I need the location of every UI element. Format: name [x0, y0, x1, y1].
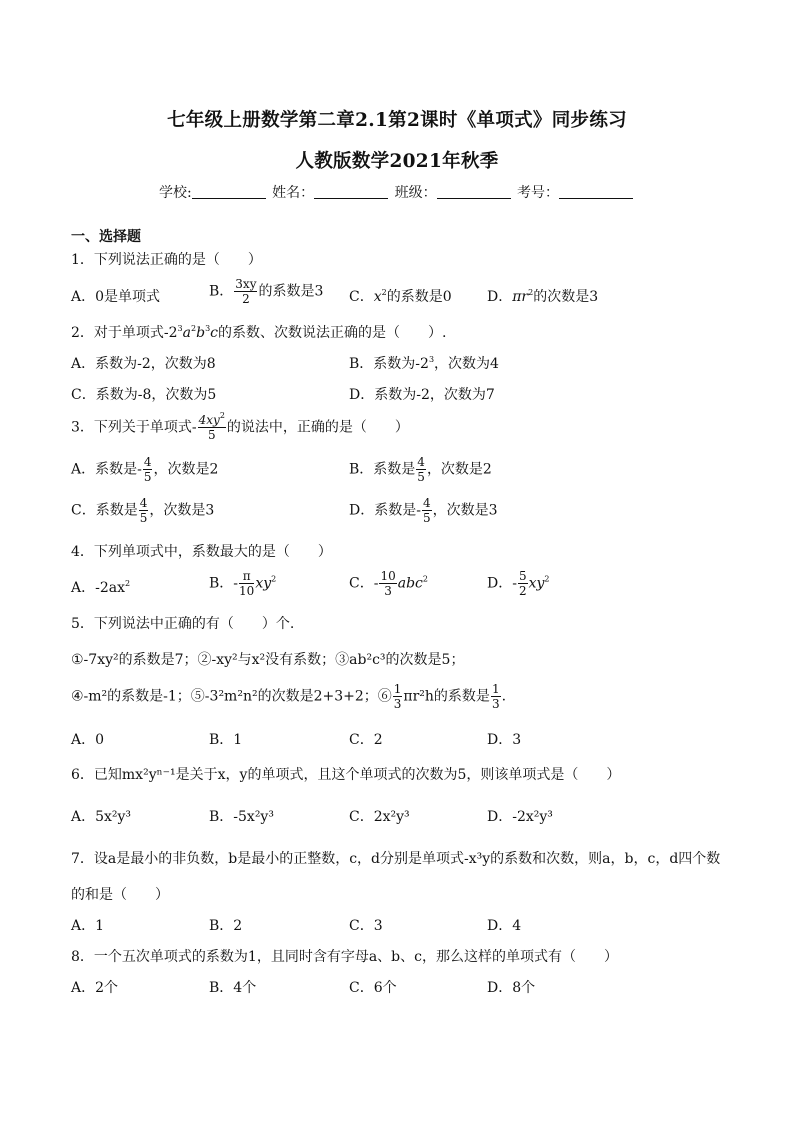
class-label: 班级： [394, 185, 437, 201]
q8-option-b: B．4个 [209, 980, 257, 996]
q7-option-d: D．4 [487, 918, 522, 934]
q5-option-b: B．1 [209, 732, 243, 748]
exam-number-label: 考号： [517, 185, 560, 201]
q2-option-c: C．系数为-8，次数为5 [71, 387, 217, 403]
q2-option-a: A．系数为-2，次数为8 [71, 356, 216, 372]
question-4-stem: 4．下列单项式中，系数最大的是（ ） [71, 544, 332, 560]
question-3-stem: 3．下列关于单项式- $\frac{4xy^2}{5}$ 的说法中，正确的是（ ） [71, 411, 409, 442]
q6-option-a: A．5x²y³ [71, 809, 132, 825]
page-subtitle: 人教版数学2021年秋季 [295, 151, 499, 172]
q1-option-b: B． $\frac{3xy}{2}$ 的系数是3 [209, 277, 324, 306]
question-5-stem: 5．下列说法中正确的有（ ）个. [71, 616, 295, 632]
school-label: 学校: [158, 185, 192, 201]
q8-option-a: A．2个 [71, 980, 119, 996]
q8-option-c: C．6个 [349, 980, 397, 996]
name-label: 姓名： [272, 185, 315, 201]
q6-option-c: C．2x²y³ [349, 809, 410, 825]
q3-option-a: A．系数是- $\frac{4}{5}$ ，次数是2 [71, 455, 219, 484]
page-title: 七年级上册数学第二章2.1第2课时《单项式》同步练习 [167, 110, 627, 131]
question-5-statements-1: ①-7xy²的系数是7；②-xy²与x²没有系数；③ab²c³的次数是5； [71, 652, 465, 668]
question-2-stem: 2．对于单项式$-2^3a^2b^3c$的系数、次数说法正确的是（ ）. [71, 324, 447, 341]
question-6-stem: 6．已知mx²yⁿ⁻¹是关于x，y的单项式，且这个单项式的次数为5，则该单项式是（ ） [71, 767, 621, 783]
question-7-stem-line-2: 的和是（ ） [71, 887, 169, 903]
question-8-stem: 8．一个五次单项式的系数为1，且同时含有字母a、b、c，那么这样的单项式有（ ） [71, 949, 618, 965]
name-blank[interactable] [314, 185, 388, 199]
exam-number-blank[interactable] [559, 185, 633, 199]
q7-option-c: C．3 [349, 918, 383, 934]
q3-option-c: C．系数是 $\frac{4}{5}$ ，次数是3 [71, 496, 215, 525]
q1-option-a: A．0是单项式 [71, 289, 161, 305]
q6-option-b: B．-5x²y³ [209, 809, 274, 825]
q1-option-d: D．$\pi r^2$的次数是3 [487, 288, 599, 305]
q5-option-c: C．2 [349, 732, 383, 748]
q4-option-b: B．- $\frac{\pi}{10}$ $xy^2$ [209, 569, 277, 598]
question-5-statements-2: ④-m²的系数是-1；⑤-3²m²n²的次数是2+3+2；⑥ $\frac{1}{3}$ πr²h的系数是 $\frac{1}{3}$ . [71, 682, 507, 711]
q8-option-d: D．8个 [487, 980, 536, 996]
q2-option-d: D．系数为-2，次数为7 [349, 387, 495, 403]
q2-option-b: B．系数为$-2^3$，次数为4 [349, 355, 499, 372]
q3-option-b: B．系数是 $\frac{4}{5}$ ，次数是2 [349, 455, 492, 484]
school-blank[interactable] [192, 185, 266, 199]
student-info-row [0, 182, 794, 202]
q7-option-b: B．2 [209, 918, 243, 934]
q3-option-d: D．系数是- $\frac{4}{5}$ ，次数是3 [349, 496, 498, 525]
q4-option-c: C．- $\frac{10}{3}$ abc$^2$ [349, 569, 428, 598]
q5-option-a: A．0 [71, 732, 105, 748]
q6-option-d: D．-2x²y³ [487, 809, 553, 825]
q4-option-d: D．- $\frac{5}{2}$ $xy^2$ [487, 569, 550, 598]
class-blank[interactable] [437, 185, 511, 199]
q4-option-a: A．$-2ax^2$ [71, 579, 131, 596]
q5-option-d: D．3 [487, 732, 522, 748]
question-7-stem-line-1: 7．设a是最小的非负数，b是最小的正整数，c，d分别是单项式-x³y的系数和次数，则a，b，c，d四个数 [71, 851, 721, 867]
q1-option-c: C．$x^2$的系数是0 [349, 288, 452, 305]
section-heading: 一、选择题 [71, 229, 141, 245]
question-1-stem: 1．下列说法正确的是（ ） [71, 252, 262, 268]
q7-option-a: A．1 [71, 918, 105, 934]
